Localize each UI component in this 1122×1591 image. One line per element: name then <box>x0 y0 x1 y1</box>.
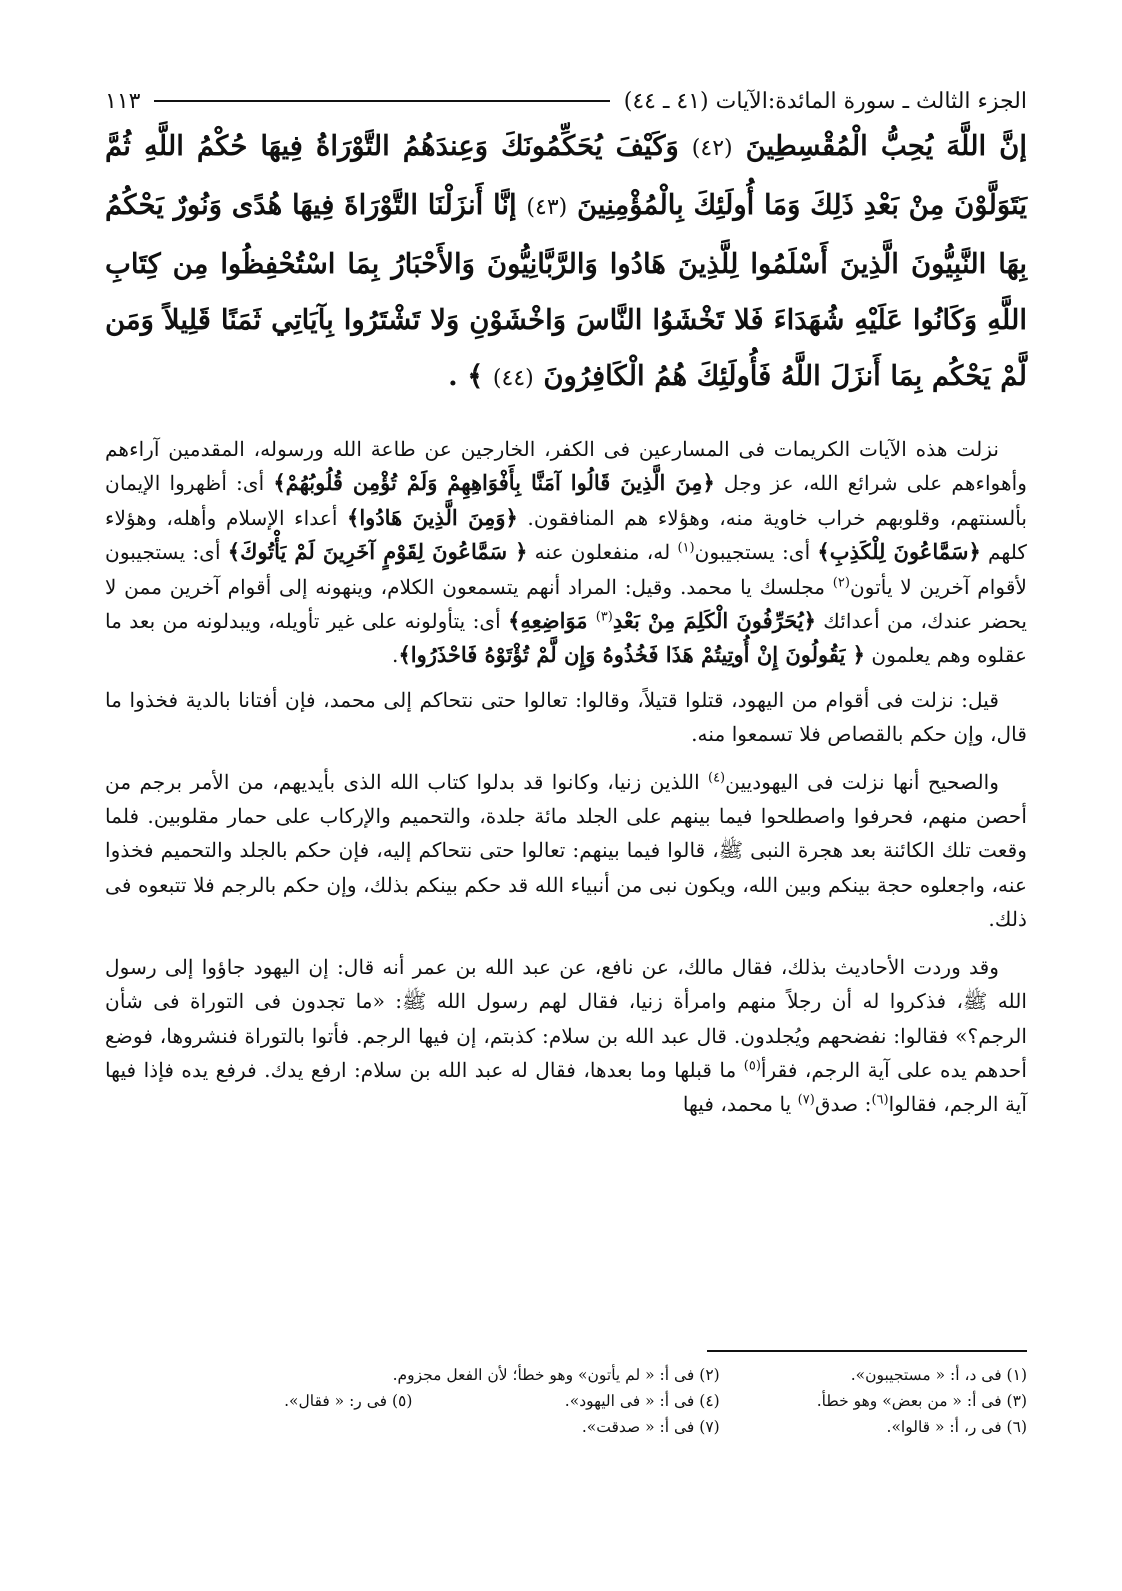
verse-43: وَكَيْفَ يُحَكِّمُونَكَ وَعِندَهُمُ التَّوْرَاةُ فِيهَا حُكْمُ اللَّهِ ثُمَّ يَتَوَلَّوْنَ مِنْ بَعْدِ ذَلِكَ وَمَا أُولَئِكَ بِالْمُؤْمِنِينَ <box>105 130 1028 221</box>
footnote-ref: (٦) <box>871 1092 889 1108</box>
footnote-row <box>105 1414 1027 1440</box>
text-span: أى: أظهروا الإيمان بألسنتهم، وقلوبهم خراب خاوية منه، وهؤلاء هم المنافقون. <box>105 471 1027 530</box>
verse-42-tail: إنَّ اللَّهَ يُحِبُّ الْمُقْسِطِينَ <box>745 130 1027 162</box>
verse-44: إنَّا أَنزَلْنَا التَّوْرَاةَ فِيهَا هُدًى وَنُورٌ يَحْكُمُ بِهَا النَّبِيُّونَ الَّذِينَ أَسْلَمُوا لِلَّذِينَ هَادُوا وَالرَّبَّانِيُّونَ وَالأَحْبَارُ بِمَا اسْتُحْفِظُوا مِن كِتَابِ اللَّهِ وَكَانُوا عَلَيْهِ شُهَدَاءَ فَلا تَخْشَوُا النَّاسَ وَاخْشَوْنِ وَلا تَشْتَرُوا بِآيَاتِي ثَمَنًا قَلِيلاً وَمَن لَّمْ يَحْكُم بِمَا أَنزَلَ اللَّهُ فَأُولَئِكَ هُمُ الْكَافِرُونَ <box>105 189 1027 392</box>
paragraph-3 <box>105 765 1027 937</box>
running-header <box>105 84 1027 118</box>
footnote-row <box>105 1362 1027 1388</box>
commentary-body <box>105 432 1027 1135</box>
quran-quote: مَوَاضِعِهِ﴾ <box>508 608 596 634</box>
text-span: أى: يستجيبون <box>694 540 818 565</box>
text-span: أى: يتأولونه على غير تأويله، ويبدلونه من بعد ما عقلوه وهم يعلمون <box>105 609 1027 668</box>
quran-quote: ﴿ يَقُولُونَ إِنْ أُوتِيتُمْ هَذَا فَخُذُوهُ وَإِن لَّمْ تُؤْتَوْهُ فَاحْذَرُوا﴾ <box>398 642 865 668</box>
footnote-4: (٤) فى أ: « فى اليهود». <box>564 1392 720 1410</box>
paragraph-4 <box>105 950 1027 1122</box>
footnote-row <box>105 1388 1027 1414</box>
footnote-5: (٥) فى ر: « فقال». <box>284 1392 413 1410</box>
footnote-2: (٢) فى أ: « لم يأتون» وهو خطأ؛ لأن الفعل مجزوم. <box>392 1366 720 1384</box>
footnote-rule <box>707 1350 1027 1352</box>
text-span: وقد وردت الأحاديث بذلك، فقال مالك، عن نافع، عن عبد الله بن عمر أنه قال: إن اليهود جاؤوا إلى رسول الله ﷺ، فذكروا له أن رجلاً منهم وامرأة زنيا، فقال لهم رسول الله ﷺ: «ما تجدون فى التوراة فى شأن الرجم؟» فقالوا: نفضحهم ويُجلدون. قال عبد الله بن سلام: كذبتم، إن فيها الرجم. فأتوا بالتوراة فنشروها، فوضع أحدهم يده على آية الرجم، فقرأ <box>105 954 1027 1082</box>
footnotes <box>105 1362 1027 1440</box>
footnote-3: (٣) فى أ: « من بعض» وهو خطأ. <box>816 1392 1027 1410</box>
quran-quote: ﴿وَمِنَ الَّذِينَ هَادُوا﴾ <box>347 504 518 530</box>
footnote-ref: (٥) <box>743 1058 761 1074</box>
paragraph-1 <box>105 432 1027 673</box>
footnote-1: (١) فى د، أ: « مستجيبون». <box>850 1366 1027 1384</box>
header-title: الجزء الثالث ـ سورة المائدة:الآيات (٤١ ـ ٤٤) <box>623 88 1027 114</box>
footnote-ref: (٢) <box>832 574 850 590</box>
quran-quote: ﴿مِنَ الَّذِينَ قَالُوا آمَنَّا بِأَفْوَاهِهِمْ وَلَمْ تُؤْمِن قُلُوبُهُمْ﴾ <box>273 470 715 496</box>
footnote-6: (٦) فى ر، أ: « قالوا». <box>886 1418 1027 1436</box>
quran-quote: ﴿سَمَّاعُونَ لِلْكَذِبِ﴾ <box>817 539 981 565</box>
verses-close: ﴾ . <box>448 360 484 392</box>
quran-verses <box>105 118 1027 407</box>
footnote-ref: (٧) <box>797 1092 815 1108</box>
header-rule <box>154 100 609 102</box>
text-span: اللذين زنيا، وكانوا قد بدلوا كتاب الله الذى بأيديهم، من الأمر برجم من أحصن منهم، فحرفوا واصطلحوا فيما بينهم على الجلد مائة جلدة، والتحميم والإركاب على حمار مقلوبين. فلما وقعت تلك الكائنة بعد هجرة النبى ﷺ، قالوا فيما بينهم: تعالوا حتى نتحاكم إليه، فإن حكم بالجلد والتحميم فخذوا عنه، واجعلوه حجة بينكم وبين الله، ويكون نبى من أنبياء الله قد حكم بينكم بذلك، وإن حكم بالرجم فلا تتبعوه فى ذلك. <box>105 769 1027 932</box>
text-span: مجلسك يا محمد. وقيل: المراد أنهم يتسمعون الكلام، وينهونه إلى أقوام آخرين ممن لا يحضر عندك، من أعدائك <box>105 574 1027 634</box>
verse-number-43: (٤٣) <box>526 195 568 220</box>
text-span: والصحيح أنها نزلت فى اليهوديين <box>725 769 999 794</box>
text-span: أى: يستجيبون لأقوام آخرين لا يأتون <box>105 540 1027 599</box>
verse-number-42: (٤٢) <box>691 136 733 161</box>
paragraph-2: قيل: نزلت فى أقوام من اليهود، قتلوا قتيلاً، وقالوا: تعالوا حتى نتحاكم إلى محمد، فإن أفتانا بالدية فخذوا ما قال، وإن حكم بالقصاص فلا تسمعوا منه. <box>105 687 1027 747</box>
text-span: أعداء الإسلام وأهله، وهؤلاء كلهم <box>105 505 1027 565</box>
footnote-7: (٧) فى أ: « صدقت». <box>581 1418 720 1436</box>
page-number: ١١٣ <box>105 88 141 114</box>
footnote-ref: (١) <box>677 540 695 556</box>
verse-number-44: (٤٤) <box>492 366 534 391</box>
text-span: ما قبلها وما بعدها، فقال له عبد الله بن سلام: ارفع يدك. فرفع يده فإذا فيها آية الرجم، فقالوا <box>105 1057 1027 1117</box>
footnote-ref: (٣) <box>595 609 613 625</box>
text-span: . <box>392 643 399 668</box>
quran-quote: ﴿يُحَرِّفُونَ الْكَلِمَ مِنْ بَعْدِ <box>612 608 816 634</box>
quran-quote: ﴿ سَمَّاعُونَ لِقَوْمٍ آخَرِينَ لَمْ يَأْتُوكَ﴾ <box>227 539 528 565</box>
text-span: نزلت هذه الآيات الكريمات فى المسارعين فى الكفر، الخارجين عن طاعة الله ورسوله، المقدمين آراءهم وأهواءهم على شرائع الله، عز وجل <box>105 437 1027 496</box>
text-span: يا محمد، فيها <box>682 1092 798 1117</box>
text-span: له، منفعلون عنه <box>527 540 678 565</box>
text-span: : صدق <box>814 1092 872 1117</box>
footnote-ref: (٤) <box>707 769 726 785</box>
